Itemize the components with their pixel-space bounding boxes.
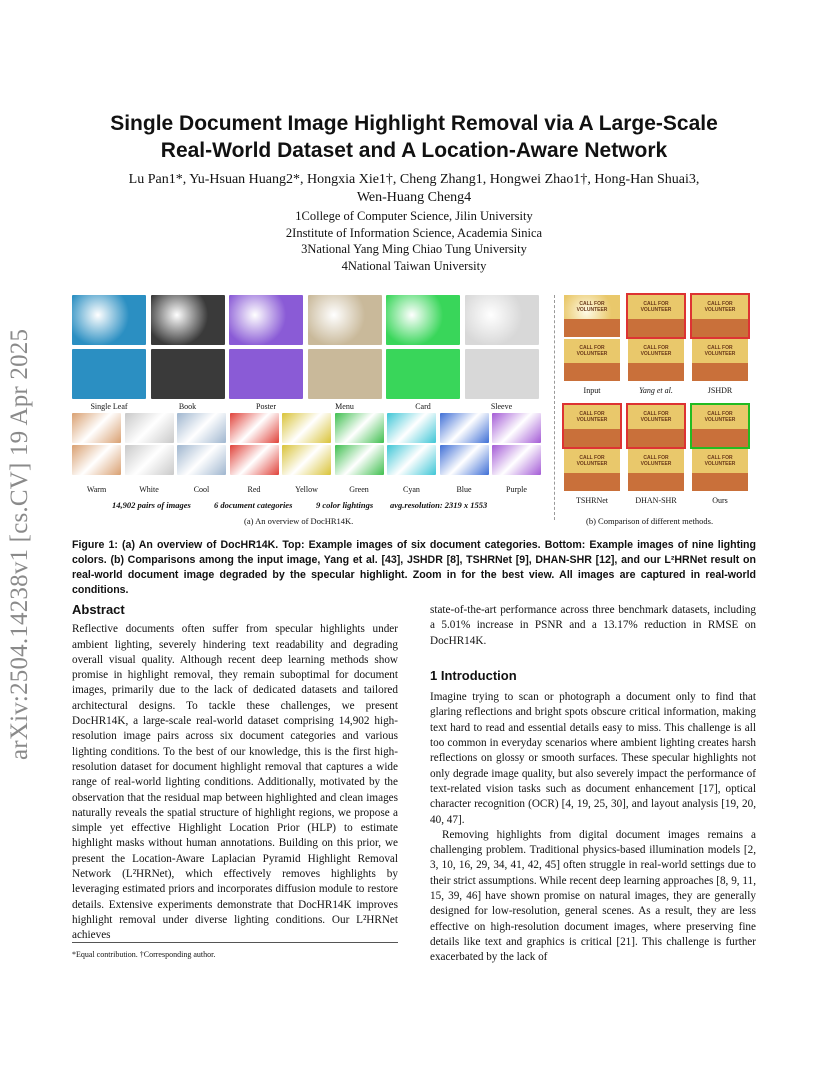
affiliations — [70, 208, 758, 274]
category-image-poster-clean — [229, 349, 303, 399]
stat-lightings: 9 color lightings — [316, 500, 374, 510]
poster-text: CALL FOR VOLUNTEER — [640, 411, 672, 423]
lighting-image-green-bottom — [335, 445, 384, 475]
poster-text: CALL FOR VOLUNTEER — [704, 411, 736, 423]
lighting-image-blue-bottom — [440, 445, 489, 475]
lighting-image-yellow-top — [282, 413, 331, 443]
subfigure-b-caption: (b) Comparison of different methods. — [586, 516, 714, 526]
comparison-image-ours-bottom — [692, 449, 748, 491]
lighting-image-white-bottom — [125, 445, 174, 475]
comparison-image-dhan-shr-top — [628, 405, 684, 447]
footnote: *Equal contribution. †Corresponding author. — [72, 950, 216, 959]
lighting-label: Yellow — [295, 485, 318, 494]
category-label: Book — [178, 402, 197, 411]
poster-illustration — [564, 473, 620, 491]
affiliation-2: 2Institute of Information Science, Academia Sinica — [285, 225, 543, 240]
poster-text: CALL FOR VOLUNTEER — [576, 301, 608, 313]
abstract-heading: Abstract — [72, 602, 125, 617]
category-image-book-clean — [151, 349, 225, 399]
poster-text: CALL FOR VOLUNTEER — [704, 301, 736, 313]
poster-illustration — [692, 319, 748, 337]
lighting-label: Green — [349, 485, 369, 494]
method-label: JSHDR — [707, 386, 733, 395]
category-label: Poster — [256, 402, 276, 411]
figure-divider — [554, 295, 555, 520]
category-image-menu-clean — [308, 349, 382, 399]
poster-illustration — [628, 473, 684, 491]
category-image-single-leaf-clean — [72, 349, 146, 399]
affiliation-3: 3National Yang Ming Chiao Tung University — [301, 242, 527, 256]
poster-text: CALL FOR VOLUNTEER — [640, 345, 672, 357]
poster-illustration — [564, 363, 620, 381]
category-label: Sleeve — [490, 402, 513, 411]
comparison-image-yang-et-al--bottom — [628, 339, 684, 381]
affiliation-1: 1College of Computer Science, Jilin University — [295, 209, 533, 223]
abstract-text: Reflective documents often suffer from specular highlights under ambient lighting, severely hindering text readability and degrading overall visual quality. Although recent deep learning methods show promise in highlight removal, they remain suboptimal for document images, primarily due to the lack of dedicated datasets and tailored architectural designs. To tackle these challenges, we present DocHR14K, a large-scale real-world dataset comprising 14,902 high-resolution image pairs across six document categories and various lighting conditions. To the best of our knowledge, this is the first high-resolution dataset for document highlight removal that captures a wide range of real-world lighting conditions. Additionally, motivated by the observation that the residual map between highlighted and clean images naturally reveals the spatial structure of highlight regions, we propose a simple yet effective Highlight Location Prior (HLP) to estimate highlight masks without human annotations. Building on this prior, we present the Location-Aware Laplacian Pyramid Highlight Removal Network (L²HRNet), which effectively removes highlights by leveraging estimated priors and incorporates diffusion module to restore details. Extensive experiments demonstrate that DocHR14K improves highlight removal under diverse lighting conditions. Our L²HRNet achieves — [72, 623, 398, 942]
comparison-image-tshrnet-top — [564, 405, 620, 447]
method-label: Yang et al. — [639, 386, 673, 395]
category-image-card-highlighted — [386, 295, 460, 345]
category-image-card-clean — [386, 349, 460, 399]
lighting-image-green-top — [335, 413, 384, 443]
category-image-menu-highlighted — [308, 295, 382, 345]
method-label: Ours — [712, 496, 728, 505]
lighting-image-cyan-top — [387, 413, 436, 443]
intro-paragraph-2: Removing highlights from digital document images remains a challenging problem. Traditional physics-based illumination models [2, 3, 10, 16, 29, 34, 41, 42, 45] often struggle in real-world settings due to their strict assumptions. While recent deep learning approaches [8, 9, 11, 15, 39, 46] have shown promise on natural images, they are generally designed for low-resolution, general scenes. As a result, they are less effective on high-resolution document images, where preserving fine details like text and graphics is critical [21]. This challenge is further exacerbated by the lack of — [430, 828, 756, 964]
authors-line-2: Wen-Huang Cheng4 — [356, 190, 472, 205]
lighting-label: Cool — [193, 485, 210, 494]
lighting-image-purple-top — [492, 413, 541, 443]
category-image-single-leaf-highlighted — [72, 295, 146, 345]
lighting-image-cool-top — [177, 413, 226, 443]
lighting-label: White — [139, 485, 159, 494]
category-label: Single Leaf — [90, 402, 128, 411]
subfigure-a-caption: (a) An overview of DocHR14K. — [244, 516, 354, 526]
stat-pairs: 14,902 pairs of images — [112, 500, 191, 510]
paper-title — [60, 110, 768, 164]
lighting-image-red-top — [230, 413, 279, 443]
poster-illustration — [628, 429, 684, 447]
left-column — [72, 602, 398, 944]
authors-line-1: Lu Pan1*, Yu-Hsuan Huang2*, Hongxia Xie1†, Cheng Zhang1, Hongwei Zhao1†, Hong-Han Shuai3, — [128, 172, 700, 187]
lighting-label: Warm — [86, 485, 107, 494]
lighting-image-red-bottom — [230, 445, 279, 475]
poster-text: CALL FOR VOLUNTEER — [640, 301, 672, 313]
method-label: TSHRNet — [576, 496, 608, 505]
poster-text: CALL FOR VOLUNTEER — [576, 345, 608, 357]
introduction-heading: 1 Introduction — [430, 667, 517, 683]
stat-categories: 6 document categories — [214, 500, 293, 510]
category-image-sleeve-clean — [465, 349, 539, 399]
lighting-label: Purple — [506, 485, 527, 494]
poster-text: CALL FOR VOLUNTEER — [704, 345, 736, 357]
category-image-poster-highlighted — [229, 295, 303, 345]
category-image-sleeve-highlighted — [465, 295, 539, 345]
poster-illustration — [564, 319, 620, 337]
poster-illustration — [692, 473, 748, 491]
lighting-image-cyan-bottom — [387, 445, 436, 475]
comparison-image-input-top — [564, 295, 620, 337]
comparison-image-ours-top — [692, 405, 748, 447]
intro-paragraph-1: Imagine trying to scan or photograph a document only to find that glaring reflections and bright spots obscure critical information, making text hard to read and essential details easy to miss. This challenge is all too common in everyday scenarios where ambient lighting creates harsh reflections on glossy or smooth surfaces. These specular highlights not only degrade image quality, but also severely impact the performance of text-related vision tasks such as document enhancement [17], optical character recognition (OCR) [4, 19, 25, 30], and layout analysis [19, 20, 40, 47]. — [430, 691, 756, 826]
footnote-rule — [72, 942, 398, 943]
abstract-continuation: state-of-the-art performance across three benchmark datasets, including a 5.01% increase in PSNR and a 13.17% reduction in RMSE on DocHR14K. — [430, 604, 756, 647]
lighting-label: Blue — [456, 485, 472, 494]
method-label: Input — [583, 386, 601, 395]
lighting-label: Red — [247, 485, 261, 494]
right-column — [430, 603, 756, 966]
method-label: DHAN-SHR — [635, 496, 677, 505]
poster-illustration — [628, 319, 684, 337]
lighting-image-blue-top — [440, 413, 489, 443]
poster-illustration — [628, 363, 684, 381]
comparison-image-input-bottom — [564, 339, 620, 381]
figure-1 — [72, 295, 756, 535]
poster-illustration — [564, 429, 620, 447]
lighting-image-yellow-bottom — [282, 445, 331, 475]
poster-text: CALL FOR VOLUNTEER — [640, 455, 672, 467]
poster-illustration — [692, 429, 748, 447]
comparison-image-jshdr-bottom — [692, 339, 748, 381]
lighting-image-cool-bottom — [177, 445, 226, 475]
poster-illustration — [692, 363, 748, 381]
poster-text: CALL FOR VOLUNTEER — [704, 455, 736, 467]
category-image-book-highlighted — [151, 295, 225, 345]
comparison-image-yang-et-al--top — [628, 295, 684, 337]
poster-text: CALL FOR VOLUNTEER — [576, 411, 608, 423]
comparison-image-jshdr-top — [692, 295, 748, 337]
arxiv-identifier: arXiv:2504.14238v1 [cs.CV] 19 Apr 2025 — [6, 328, 33, 760]
comparison-image-dhan-shr-bottom — [628, 449, 684, 491]
title-line-2: Real-World Dataset and A Location-Aware Network — [160, 139, 668, 162]
lighting-image-white-top — [125, 413, 174, 443]
stat-resolution: avg.resolution: 2319 x 1553 — [390, 500, 488, 510]
lighting-image-warm-top — [72, 413, 121, 443]
category-label: Menu — [335, 402, 354, 411]
lighting-image-warm-bottom — [72, 445, 121, 475]
affiliation-4: 4National Taiwan University — [341, 258, 487, 273]
lighting-image-purple-bottom — [492, 445, 541, 475]
comparison-image-tshrnet-bottom — [564, 449, 620, 491]
figure-caption: Figure 1: (a) An overview of DocHR14K. Top: Example images of six document categories. Bottom: Example images of nine lighting colors. (b) Comparisons among the input image, Yang et al. [43], JSHDR [8], TSHRNet [9], DHAN-SHR [12], and our L²HRNet result on real-world document image degraded by the specular highlight. Zoom in for the best view. All images are captured in real-world conditions. — [72, 539, 756, 596]
lighting-label: Cyan — [403, 485, 420, 494]
title-line-1: Single Document Image Highlight Removal via A Large-Scale — [110, 112, 718, 135]
category-label: Card — [415, 402, 431, 411]
author-list — [70, 171, 758, 207]
poster-text: CALL FOR VOLUNTEER — [576, 455, 608, 467]
